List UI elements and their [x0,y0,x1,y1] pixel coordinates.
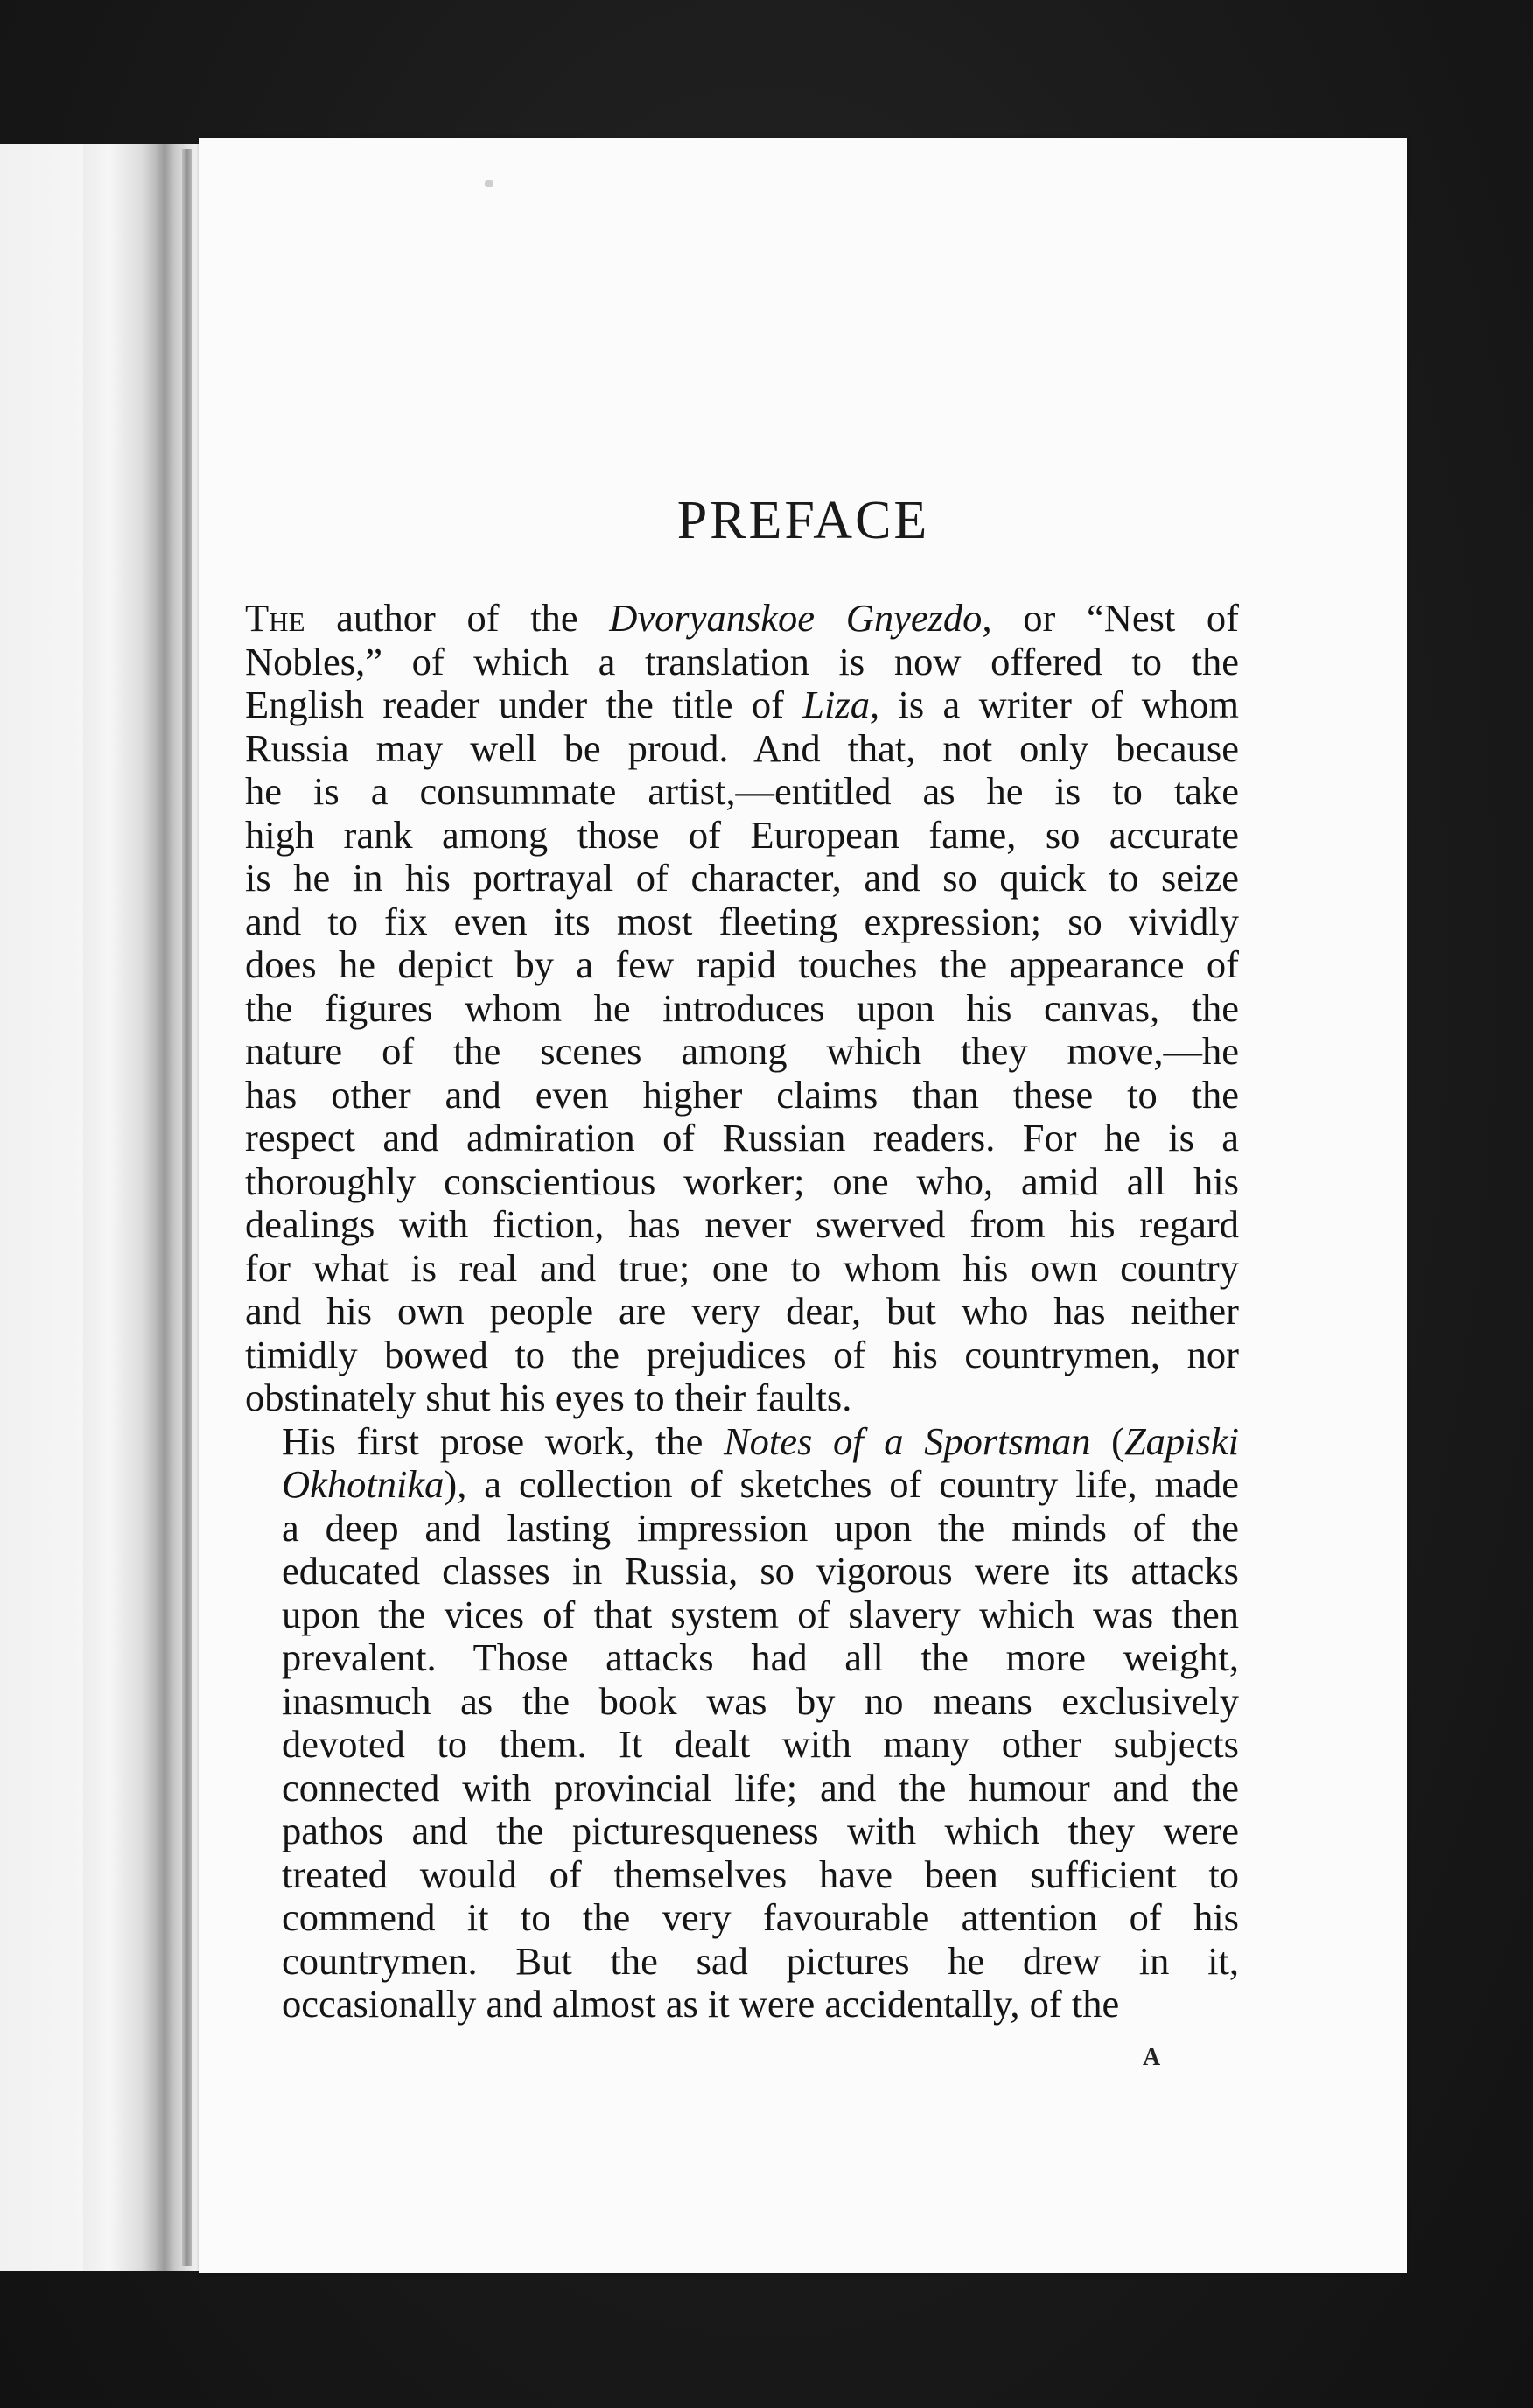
text-line [245,1680,1239,1724]
text-run: thoroughly conscientious worker; one who, amid all his [245,1158,1239,1203]
text-line [245,1810,1239,1853]
text-run: pathos and the picturesqueness with which they were [282,1809,1239,1852]
text-run: author of the [304,596,610,640]
text-run: ), a collection of sketches of country life, made [444,1462,1239,1506]
text-line [245,1767,1239,1810]
text-line [245,1723,1239,1767]
text-run: he is a consummate artist,—entitled as he is to take [245,769,1239,813]
text-run: prevalent. Those attacks had all the more weight, [282,1635,1239,1679]
paragraph [245,1420,1239,2026]
text-line [245,1983,1239,2026]
text-run: nature of the scenes among which they move,—he [245,1029,1239,1073]
text-run: respect and admiration of Russian readers. For he is a [245,1116,1239,1159]
text-run: , or “Nest of [982,596,1240,640]
text-line [245,1030,1239,1074]
text-run: countrymen. But the sad pictures he drew in it, [282,1938,1239,1983]
text-line [245,1290,1239,1334]
text-line [245,1420,1239,1464]
page-title: PREFACE [676,491,930,550]
text-line [245,1593,1239,1637]
scan-speck [485,180,494,187]
text-run: Nobles,” of which a translation is now offered to the [245,639,1239,683]
text-run: the figures whom he introduces upon his canvas, the [245,985,1239,1030]
italic-text: Liza, [802,682,880,726]
text-run: is a writer of whom [879,682,1239,726]
text-line [245,1074,1239,1117]
text-line [245,1116,1239,1160]
text-line [245,727,1239,771]
text-line [245,1160,1239,1204]
text-line [245,1636,1239,1680]
text-line [245,1376,1239,1420]
text-line [245,1550,1239,1593]
text-run: ( [1090,1418,1124,1463]
text-run: English reader under the title of [245,682,803,726]
text-line [245,1896,1239,1940]
text-run: has other and even higher claims than these to the [245,1072,1239,1116]
text-line [245,770,1239,814]
text-line [245,1203,1239,1247]
current-page [200,138,1407,2273]
text-run: high rank among those of European fame, so accurate [245,812,1239,857]
italic-text: Dvoryanskoe Gnyezdo [609,596,983,640]
text-line [245,597,1239,640]
text-run: inasmuch as the book was by no means exclusively [282,1678,1239,1723]
signature-mark: A [1143,2044,1161,2071]
text-line [245,1334,1239,1377]
text-run: Russia may well be proud. And that, not only because [245,725,1239,770]
text-run: and his own people are very dear, but who has neither [245,1289,1239,1333]
text-line [245,900,1239,944]
text-run: dealings with fiction, has never swerved from his regard [245,1202,1239,1246]
text-run: devoted to them. It dealt with many other subjects [282,1722,1239,1766]
paragraph [245,597,1239,1420]
book-gutter [83,144,214,2271]
text-line [245,683,1239,727]
text-run: commend it to the very favourable attention of his [282,1895,1239,1939]
text-run: obstinately shut his eyes to their faults. [245,1376,852,1419]
text-run: is he in his portrayal of character, and so quick to seize [245,856,1239,900]
text-run: for what is real and true; one to whom his own country [245,1245,1239,1290]
text-line [245,857,1239,900]
text-line [245,1853,1239,1897]
text-run: occasionally and almost as it were accidentally, of the [282,1982,1120,2026]
italic-text: Okhotnika [282,1462,444,1506]
text-line [245,1940,1239,1984]
text-line [245,1463,1239,1507]
text-run: upon the vices of that system of slavery which was then [282,1592,1239,1636]
text-run: treated would of themselves have been sufficient to [282,1852,1239,1896]
text-line [245,640,1239,684]
text-run: and to fix even its most fleeting expression; so vividly [245,899,1239,943]
text-line [245,943,1239,987]
text-line [245,814,1239,858]
text-run: a deep and lasting impression upon the minds of the [282,1505,1239,1550]
text-run: The [245,596,305,640]
text-line [245,1247,1239,1291]
gutter-shadow [182,149,192,2266]
text-run: connected with provincial life; and the humour and the [282,1765,1239,1810]
text-run: does he depict by a few rapid touches the appearance of [245,942,1239,986]
italic-text: Zapiski [1124,1418,1239,1463]
text-run: His first prose work, the [282,1418,724,1463]
italic-text: Notes of a Sportsman [723,1418,1091,1463]
preface-body [245,597,1239,2026]
text-line [245,987,1239,1031]
text-run: educated classes in Russia, so vigorous were its attacks [282,1549,1239,1592]
text-line [245,1507,1239,1550]
text-run: timidly bowed to the prejudices of his countrymen, nor [245,1332,1239,1376]
